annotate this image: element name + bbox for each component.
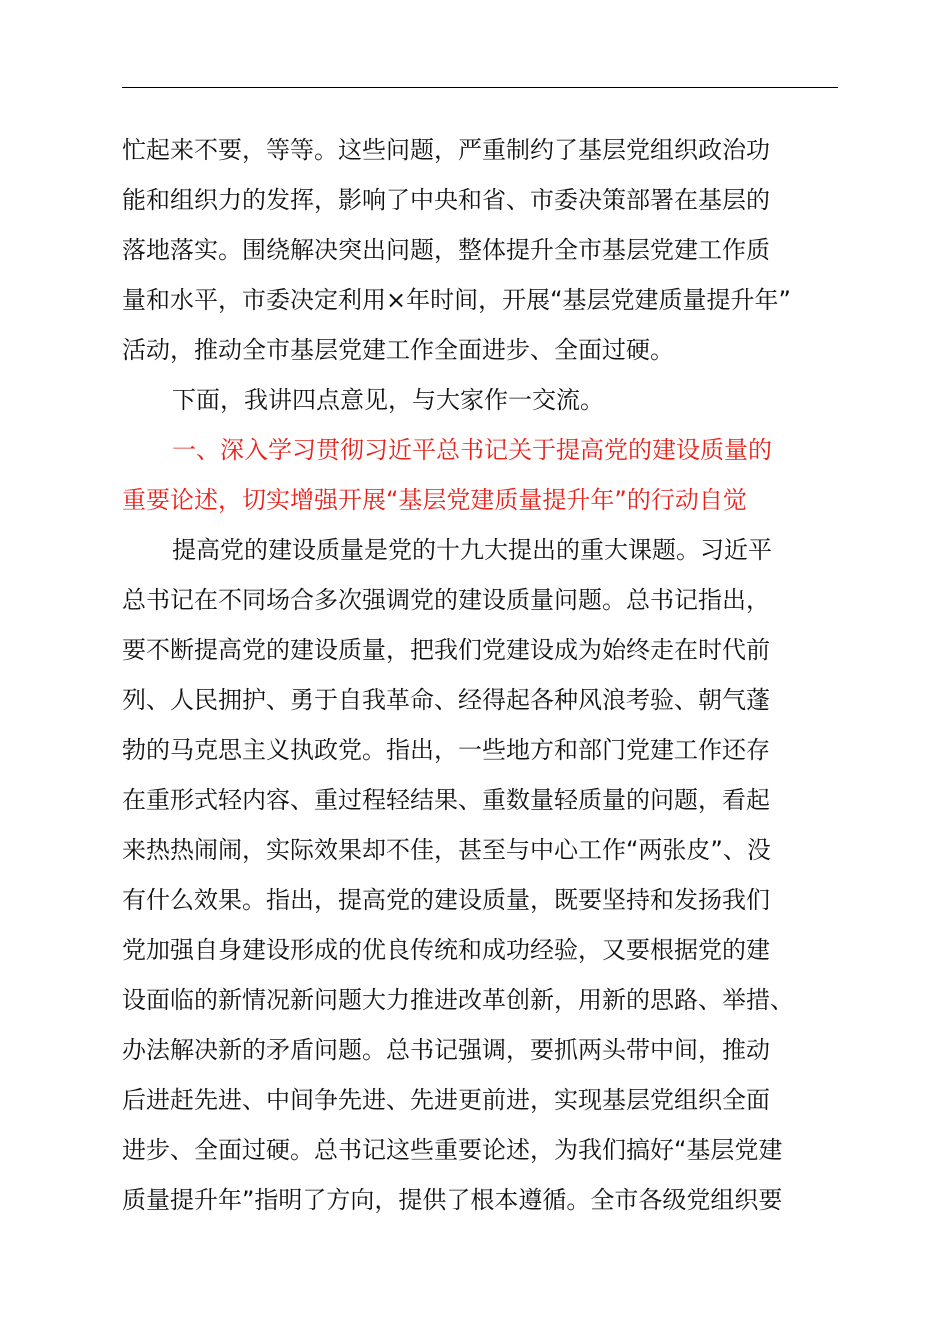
text-line: 勃的马克思主义执政党。指出，一些地方和部门党建工作还存 xyxy=(122,736,770,764)
text-line: 设面临的新情况新问题大力推进改革创新，用新的思路、举措、 xyxy=(122,986,794,1014)
text-line: 进步、全面过硬。总书记这些重要论述，为我们搞好“基层党建 xyxy=(122,1136,783,1164)
para-intro xyxy=(122,125,838,375)
text-line: 能和组织力的发挥，影响了中央和省、市委决策部署在基层的 xyxy=(122,186,770,214)
heading-line: 重要论述，切实增强开展“基层党建质量提升年”的行动自觉 xyxy=(122,486,747,514)
text-line: 总书记在不同场合多次强调党的建设质量问题。总书记指出， xyxy=(122,586,770,614)
text-line: 落地落实。围绕解决突出问题，整体提升全市基层党建工作质 xyxy=(122,236,770,264)
text-line: 提高党的建设质量是党的十九大提出的重大课题。习近平 xyxy=(172,536,772,564)
header-rule xyxy=(122,87,838,88)
text-line: 有什么效果。指出，提高党的建设质量，既要坚持和发扬我们 xyxy=(122,886,770,914)
text-line: 要不断提高党的建设质量，把我们党建设成为始终走在时代前 xyxy=(122,636,770,664)
text-line: 下面，我讲四点意见，与大家作一交流。 xyxy=(172,386,604,414)
text-line: 来热热闹闹，实际效果却不佳，甚至与中心工作“两张皮”、没 xyxy=(122,836,771,864)
text-line: 党加强自身建设形成的优良传统和成功经验，又要根据党的建 xyxy=(122,936,770,964)
text-line: 后进赶先进、中间争先进、先进更前进，实现基层党组织全面 xyxy=(122,1086,770,1114)
document-body xyxy=(122,125,838,1225)
text-line: 忙起来不要，等等。这些问题，严重制约了基层党组织政治功 xyxy=(122,136,770,164)
text-line: 办法解决新的矛盾问题。总书记强调，要抓两头带中间，推动 xyxy=(122,1036,770,1064)
text-line: 在重形式轻内容、重过程轻结果、重数量轻质量的问题，看起 xyxy=(122,786,770,814)
para-body xyxy=(122,525,838,1225)
text-line: 质量提升年”指明了方向，提供了根本遵循。全市各级党组织要 xyxy=(122,1186,783,1214)
para-transition xyxy=(122,375,838,425)
text-line: 活动，推动全市基层党建工作全面进步、全面过硬。 xyxy=(122,336,674,364)
text-line: 量和水平，市委决定利用×年时间，开展“基层党建质量提升年” xyxy=(122,286,791,314)
heading-line: 一、深入学习贯彻习近平总书记关于提高党的建设质量的 xyxy=(172,436,772,464)
text-line: 列、人民拥护、勇于自我革命、经得起各种风浪考验、朝气蓬 xyxy=(122,686,770,714)
section-heading-1 xyxy=(122,425,838,525)
